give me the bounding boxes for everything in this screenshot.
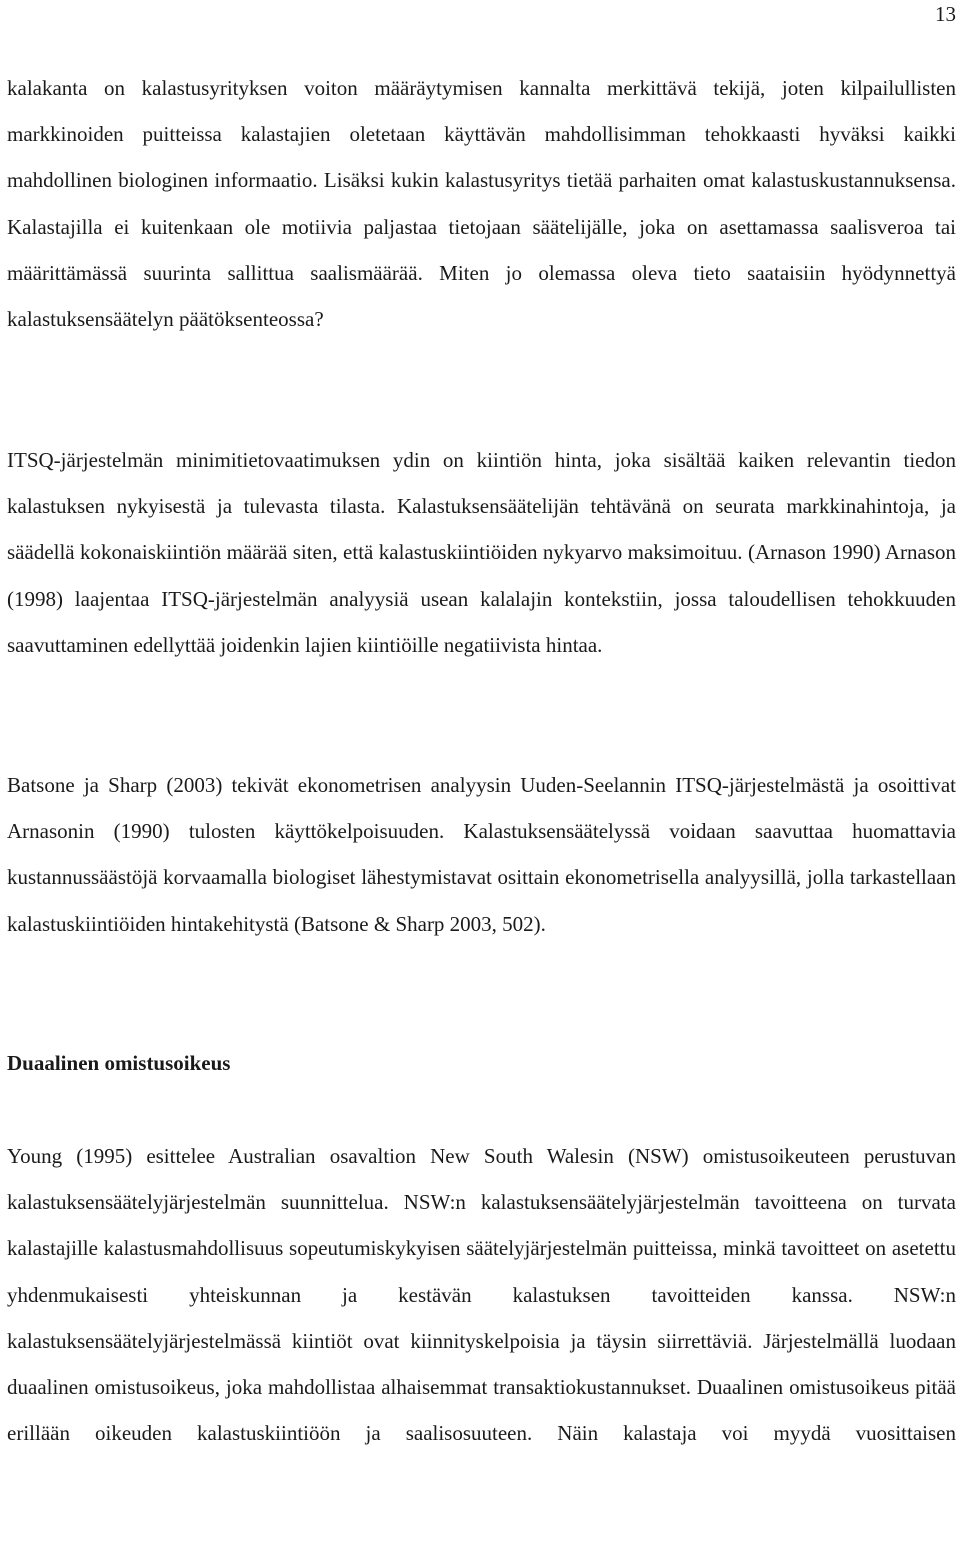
section-heading: Duaalinen omistusoikeus <box>7 1051 231 1075</box>
paragraph-young-nsw-system: Young (1995) esittelee Australian osavaltion New South Walesin (NSW) omistusoikeuteen perustuvan kalastuksensäätelyjärjestelmän suunnittelua. NSW:n kalastuksensäätelyjärjestelmän tavoitteena on turvata kalastajille kalastusmahdollisuus sopeutumiskykyisen säätelyjärjestelmän puitteissa, minkä tavoitteet on asetettu yhdenmukaisesti yhteiskunnan ja kestävän kalastuksen tavoitteiden kanssa. NSW:n kalastuksensäätelyjärjestelmässä kiintiöt ovat kiinnityskelpoisia ja täysin siirrettäviä. Järjestelmällä luodaan duaalinen omistusoikeus, joka mahdollistaa alhaisemmat transaktiokustannukset. Duaalinen omistusoikeus pitää erillään oikeuden kalastuskiintiöön ja saalisosuuteen. Näin kalastaja voi myydä vuosittaisen <box>7 1144 956 1446</box>
paragraph-fish-stock-information: kalakanta on kalastusyrityksen voiton määräytymisen kannalta merkittävä tekijä, joten kilpailullisten markkinoiden puitteissa kalastajien oletetaan käyttävän mahdollisimman tehokkaasti hyväksi kaikki mahdollinen biologinen informaatio. Lisäksi kukin kalastusyritys tietää parhaiten omat kalastuskustannuksensa. Kalastajilla ei kuitenkaan ole motiivia paljastaa tietojaan säätelijälle, joka on asettamassa saalisveroa tai määrittämässä suurinta sallittua saalismäärää. Miten jo olemassa oleva tieto saataisiin hyödynnettyä kalastuksensäätelyn päätöksenteossa? <box>7 76 956 332</box>
paragraph-itsq-minimum-information: ITSQ-järjestelmän minimitietovaatimuksen ydin on kiintiön hinta, joka sisältää kaiken relevantin tiedon kalastuksen nykyisestä ja tulevasta tilasta. Kalastuksensäätelijän tehtävänä on seurata markkinahintoja, ja säädellä kokonaiskiintiön määrää siten, että kalastuskiintiöiden nykyarvo maksimoituu. (Arnason 1990) Arnason (1998) laajentaa ITSQ-järjestelmän analyysiä usean kalalajin kontekstiin, jossa taloudellisen tehokkuuden saavuttaminen edellyttää joidenkin lajien kiintiöille negatiivista hintaa. <box>7 448 956 657</box>
page-number: 13 <box>935 2 956 26</box>
paragraph-batsone-sharp-analysis: Batsone ja Sharp (2003) tekivät ekonometrisen analyysin Uuden-Seelannin ITSQ-järjestelmästä ja osoittivat Arnasonin (1990) tulosten käyttökelpoisuuden. Kalastuksensäätelyssä voidaan saavuttaa huomattavia kustannussäästöjä korvaamalla biologiset lähestymistavat osittain ekonometrisella analyysillä, jolla tarkastellaan kalastuskiintiöiden hintakehitystä (Batsone & Sharp 2003, 502). <box>7 773 956 936</box>
